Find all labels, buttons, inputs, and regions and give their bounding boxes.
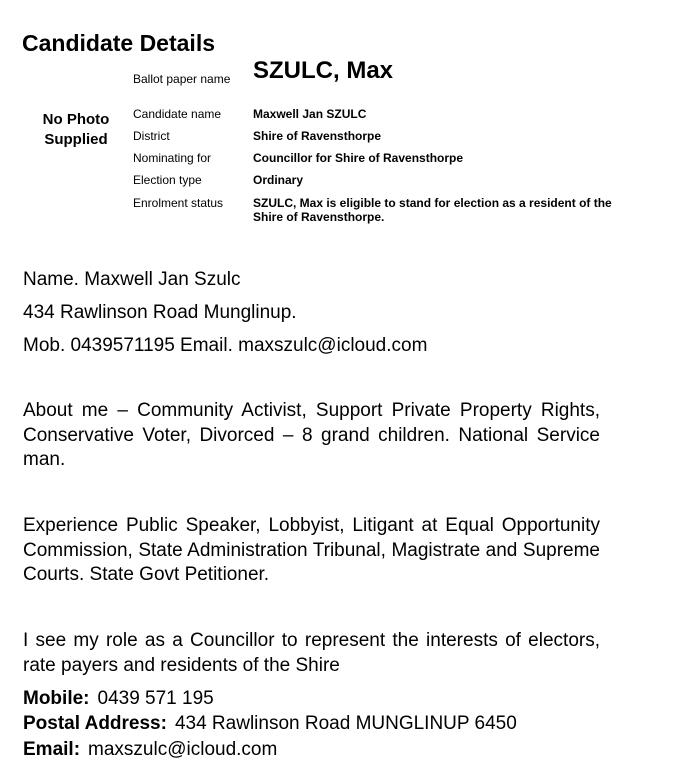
about-paragraph: About me – Community Activist, Support Private Property Rights, Conservative Voter, Divorced – 8 grand children. National Service man. (23, 400, 600, 470)
contact-postal-label: Postal Address: (23, 713, 167, 734)
contact-postal (23, 711, 517, 736)
role-paragraph: I see my role as a Councillor to represent the interests of electors, rate payers and residents of the Shire (23, 630, 600, 676)
statement-name-line: Name. Maxwell Jan Szulc (23, 269, 241, 290)
nominating-label: Nominating for (133, 151, 212, 165)
nominating-value: Councillor for Shire of Ravensthorpe (253, 151, 464, 165)
contact-email (23, 737, 277, 762)
no-photo-line-2: Supplied (44, 131, 108, 148)
contact-postal-value: 434 Rawlinson Road MUNGLINUP 6450 (174, 713, 517, 734)
ballot-label: Ballot paper name (133, 72, 231, 86)
contact-mobile-label: Mobile: (23, 688, 90, 709)
statement-address-line: 434 Rawlinson Road Munglinup. (23, 302, 297, 323)
election-type-value: Ordinary (253, 173, 304, 187)
statement-mobile-line: Mob. 0439571195 Email. maxszulc@icloud.com (23, 335, 428, 356)
no-photo-placeholder (26, 110, 126, 150)
enrolment-value: SZULC, Max is eligible to stand for election as a resident of the Shire of Ravensthorpe. (253, 196, 612, 224)
page-title: Candidate Details (22, 30, 215, 56)
ballot-row (133, 57, 653, 92)
election-type-label: Election type (133, 173, 202, 187)
ballot-value: SZULC, Max (253, 57, 394, 84)
enrolment-label: Enrolment status (133, 196, 224, 210)
district-label: District (133, 129, 170, 143)
no-photo-line-1: No Photo (42, 111, 110, 128)
contact-email-label: Email: (23, 739, 81, 760)
district-value: Shire of Ravensthorpe (253, 129, 382, 143)
candidate-name-value: Maxwell Jan SZULC (253, 107, 367, 121)
contact-mobile-value: 0439 571 195 (97, 688, 214, 709)
candidate-name-label: Candidate name (133, 107, 222, 121)
experience-paragraph: Experience Public Speaker, Lobbyist, Litigant at Equal Opportunity Commission, State Administration Tribunal, Magistrate and Supreme Courts. State Govt Petitioner. (23, 515, 600, 585)
contact-mobile (23, 686, 214, 711)
contact-email-value: maxszulc@icloud.com (88, 739, 278, 760)
